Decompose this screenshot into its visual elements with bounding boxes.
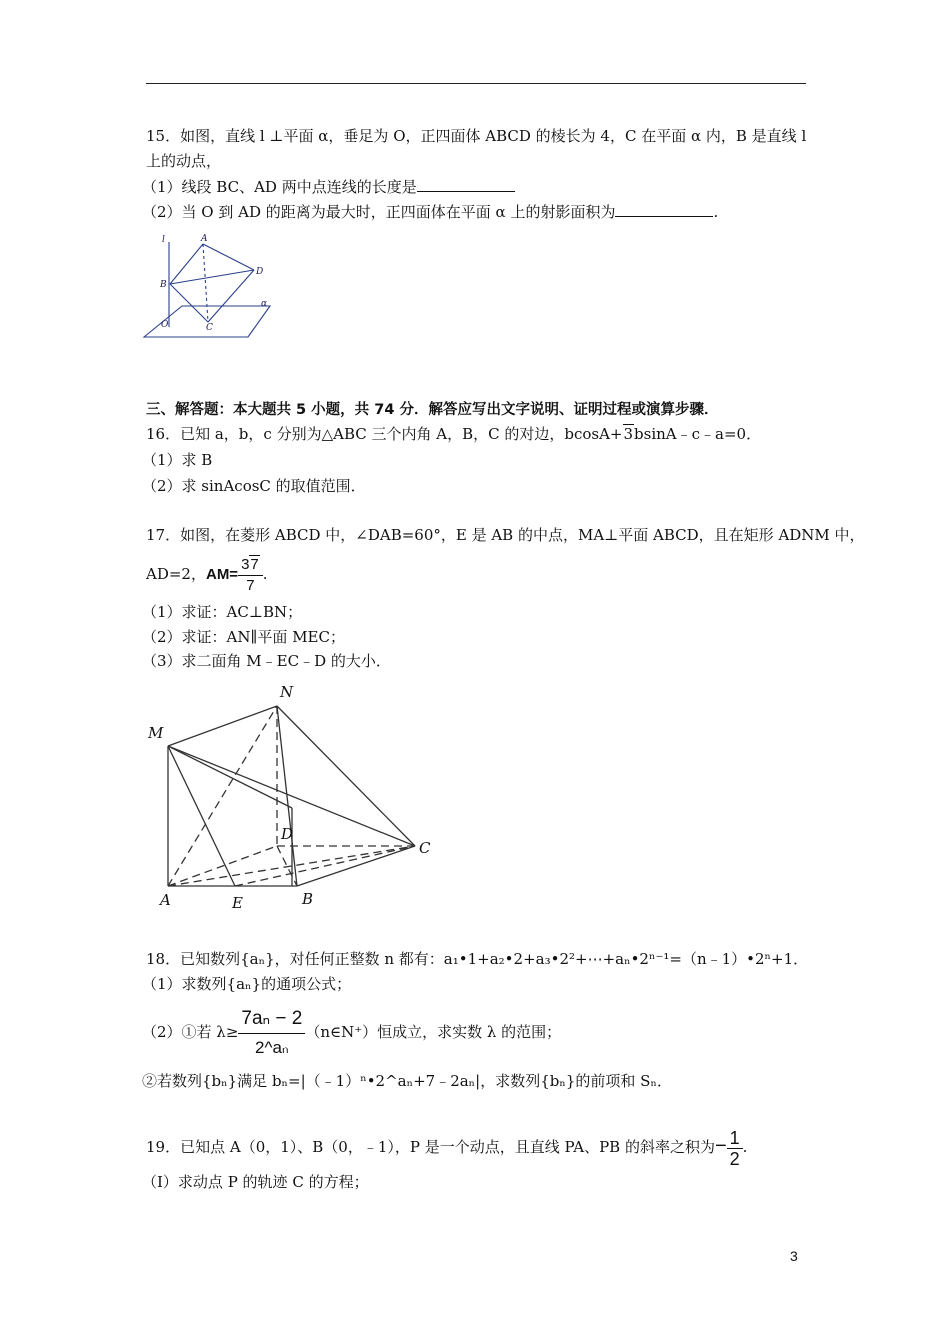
label-alpha: α xyxy=(261,299,268,309)
q15-part2: （2）当 O 到 AD 的距离为最大时，正四面体在平面 α 上的射影面积为 . xyxy=(142,203,719,221)
q17-line1: 17．如图，在菱形 ABCD 中，∠DAB=60°，E 是 AB 的中点，MA⊥平面 ABCD，且在矩形 ADNM 中， xyxy=(146,526,865,544)
label-A2: A xyxy=(160,891,171,909)
label-D2: D xyxy=(281,825,294,843)
answer-blank-2[interactable] xyxy=(615,202,713,217)
am-fraction: $\frac{37}{7}$ xyxy=(238,555,263,596)
label-C2: C xyxy=(419,839,431,857)
label-N: N xyxy=(280,683,294,701)
label-A: A xyxy=(201,234,208,244)
q17-line2: AD=2，AM= $\frac{37}{7}$ . xyxy=(146,555,268,594)
q18-fraction: $\frac{\text{7aₙ − 2}}{\text{2\textasciicircum{}aₙ}}$ xyxy=(238,1005,305,1062)
header-rule xyxy=(146,83,806,84)
q17-part1: （1）求证：AC⊥BN； xyxy=(142,603,303,621)
label-O: O xyxy=(161,320,169,330)
q18-part1: （1）求数列{aₙ}的通项公式； xyxy=(142,975,352,993)
label-l: l xyxy=(162,235,165,245)
sqrt-3: 3 xyxy=(623,425,634,443)
label-M: M xyxy=(148,724,164,742)
q15-line1: 15．如图，直线 l ⊥平面 α，垂足为 O，正四面体 ABCD 的棱长为 4，C 在平面 α 内，B 是直线 l xyxy=(146,127,807,145)
q19-part1: （Ⅰ）求动点 P 的轨迹 C 的方程； xyxy=(142,1173,369,1191)
label-B2: B xyxy=(302,890,314,908)
q15-line2: 上的动点， xyxy=(146,152,222,170)
q17-part3: （3）求二面角 M﹣EC﹣D 的大小． xyxy=(142,652,391,670)
page-number: 3 xyxy=(790,1248,798,1264)
q17-solid-figure xyxy=(140,678,440,918)
q16-line1: 16．已知 a，b，c 分别为△ABC 三个内角 A，B，C 的对边，bcosA+3bsinA﹣c﹣a=0． xyxy=(146,425,762,443)
q18-part3: ②若数列{bₙ}满足 bₙ=|（﹣1）ⁿ•2^aₙ+7﹣2aₙ|，求数列{bₙ}的前项和 Sₙ． xyxy=(142,1072,672,1090)
q18-line1: 18．已知数列{aₙ}，对任何正整数 n 都有：a₁•1+a₂•2+a₃•2²+⋯+aₙ•2ⁿ⁻¹=（n﹣1）•2ⁿ+1． xyxy=(146,950,809,968)
q15-tetrahedron-figure xyxy=(140,230,280,345)
section3-heading: 三、解答题：本大题共 5 小题，共 74 分．解答应写出文字说明、证明过程或演算步骤． xyxy=(146,402,719,418)
label-C: C xyxy=(206,323,213,333)
q16-part1: （1）求 B xyxy=(142,451,213,469)
answer-blank-1[interactable] xyxy=(417,177,515,192)
q16-part2: （2）求 sinAcosC 的取值范围． xyxy=(142,477,366,495)
q19-line1: 19．已知点 A（0，1）、B（0，﹣1），P 是一个动点，且直线 PA、PB 的斜率之积为− $\frac{1}{2}$ . xyxy=(146,1127,748,1169)
label-D: D xyxy=(256,267,264,277)
q19-fraction: $\frac{1}{2}$ xyxy=(727,1128,743,1169)
label-B: B xyxy=(160,280,167,290)
label-E: E xyxy=(232,894,243,912)
q18-part2: （2）①若 λ≥ $\frac{\text{7aₙ − 2}}{\text{2\textasciicircum{}aₙ}}$ （n∈N⁺）恒成立，求实数 λ 的范围； xyxy=(142,1000,561,1064)
q15-part1: （1）线段 BC、AD 两中点连线的长度是 xyxy=(142,177,515,197)
q17-part2: （2）求证：AN∥平面 MEC； xyxy=(142,628,345,646)
